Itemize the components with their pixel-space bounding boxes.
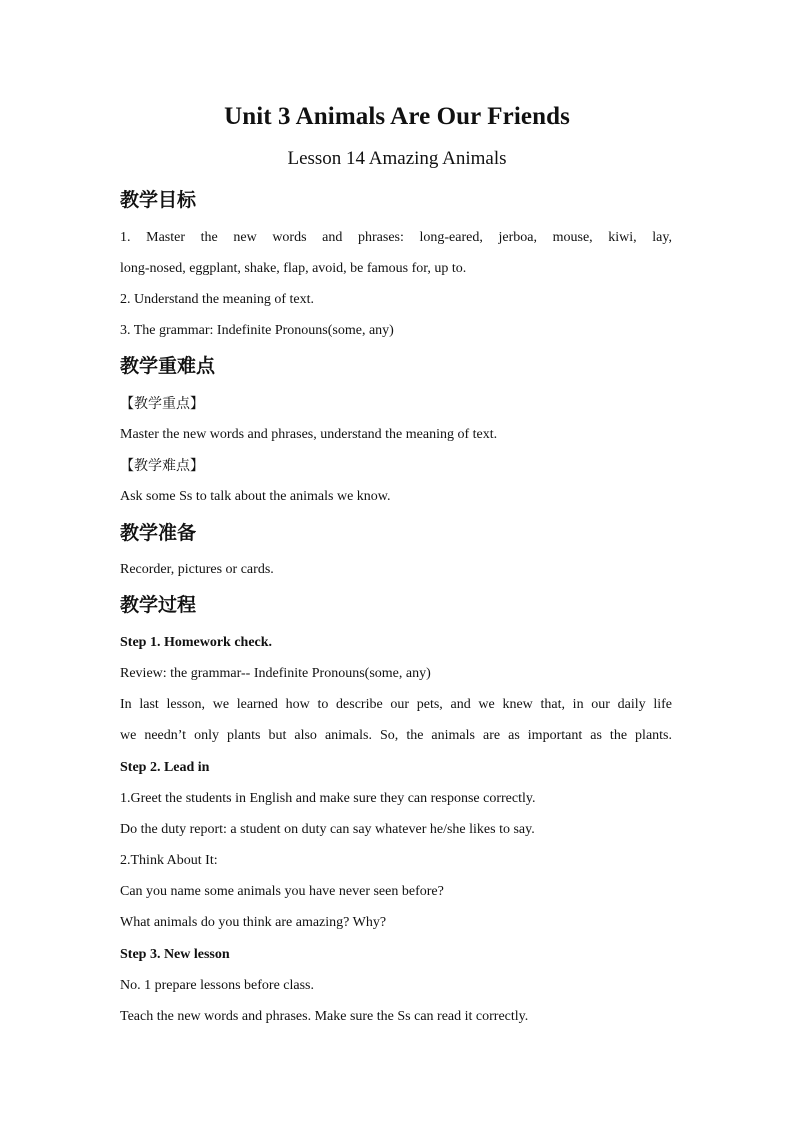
step3-line-2: Teach the new words and phrases. Make sure the Ss can read it correctly.	[120, 1009, 529, 1024]
step3-line-1: No. 1 prepare lessons before class.	[120, 978, 314, 993]
objectives-line-1: 1. Master the new words and phrases: long-eared, jerboa, mouse, kiwi, lay,	[120, 230, 672, 245]
objectives-line-3: 2. Understand the meaning of text.	[120, 292, 315, 307]
preparation-text: Recorder, pictures or cards.	[120, 562, 274, 577]
step2-title: Step 2. Lead in	[120, 760, 210, 775]
objectives-heading: 教学目标	[120, 189, 197, 211]
step1-title: Step 1. Homework check.	[120, 635, 273, 650]
difficulty-text: Ask some Ss to talk about the animals we know.	[120, 489, 391, 504]
difficulty-label: 【教学难点】	[120, 458, 204, 474]
objectives-line-2: long-nosed, eggplant, shake, flap, avoid, be famous for, up to.	[120, 261, 467, 276]
focus-text: Master the new words and phrases, understand the meaning of text.	[120, 427, 498, 442]
focus-label: 【教学重点】	[120, 396, 204, 412]
step2-line-5: What animals do you think are amazing? Why?	[120, 915, 387, 930]
key-points-heading: 教学重难点	[120, 355, 216, 377]
document-title: Unit 3 Animals Are Our Friends	[224, 103, 570, 130]
objectives-line-4: 3. The grammar: Indefinite Pronouns(some, any)	[120, 323, 394, 338]
step2-line-4: Can you name some animals you have never seen before?	[120, 884, 444, 899]
step2-line-3: 2.Think About It:	[120, 853, 218, 868]
step1-paragraph-line-2: we needn’t only plants but also animals. So, the animals are as important as the plants.	[120, 728, 672, 743]
step1-review: Review: the grammar-- Indefinite Pronouns(some, any)	[120, 666, 431, 681]
step2-line-1: 1.Greet the students in English and make sure they can response correctly.	[120, 791, 536, 806]
step2-line-2: Do the duty report: a student on duty can say whatever he/she likes to say.	[120, 822, 535, 837]
step1-paragraph-line-1: In last lesson, we learned how to describe our pets, and we knew that, in our daily life	[120, 697, 672, 712]
lesson-subtitle: Lesson 14 Amazing Animals	[287, 148, 507, 169]
step3-title: Step 3. New lesson	[120, 947, 230, 962]
preparation-heading: 教学准备	[120, 522, 197, 544]
process-heading: 教学过程	[120, 594, 197, 616]
